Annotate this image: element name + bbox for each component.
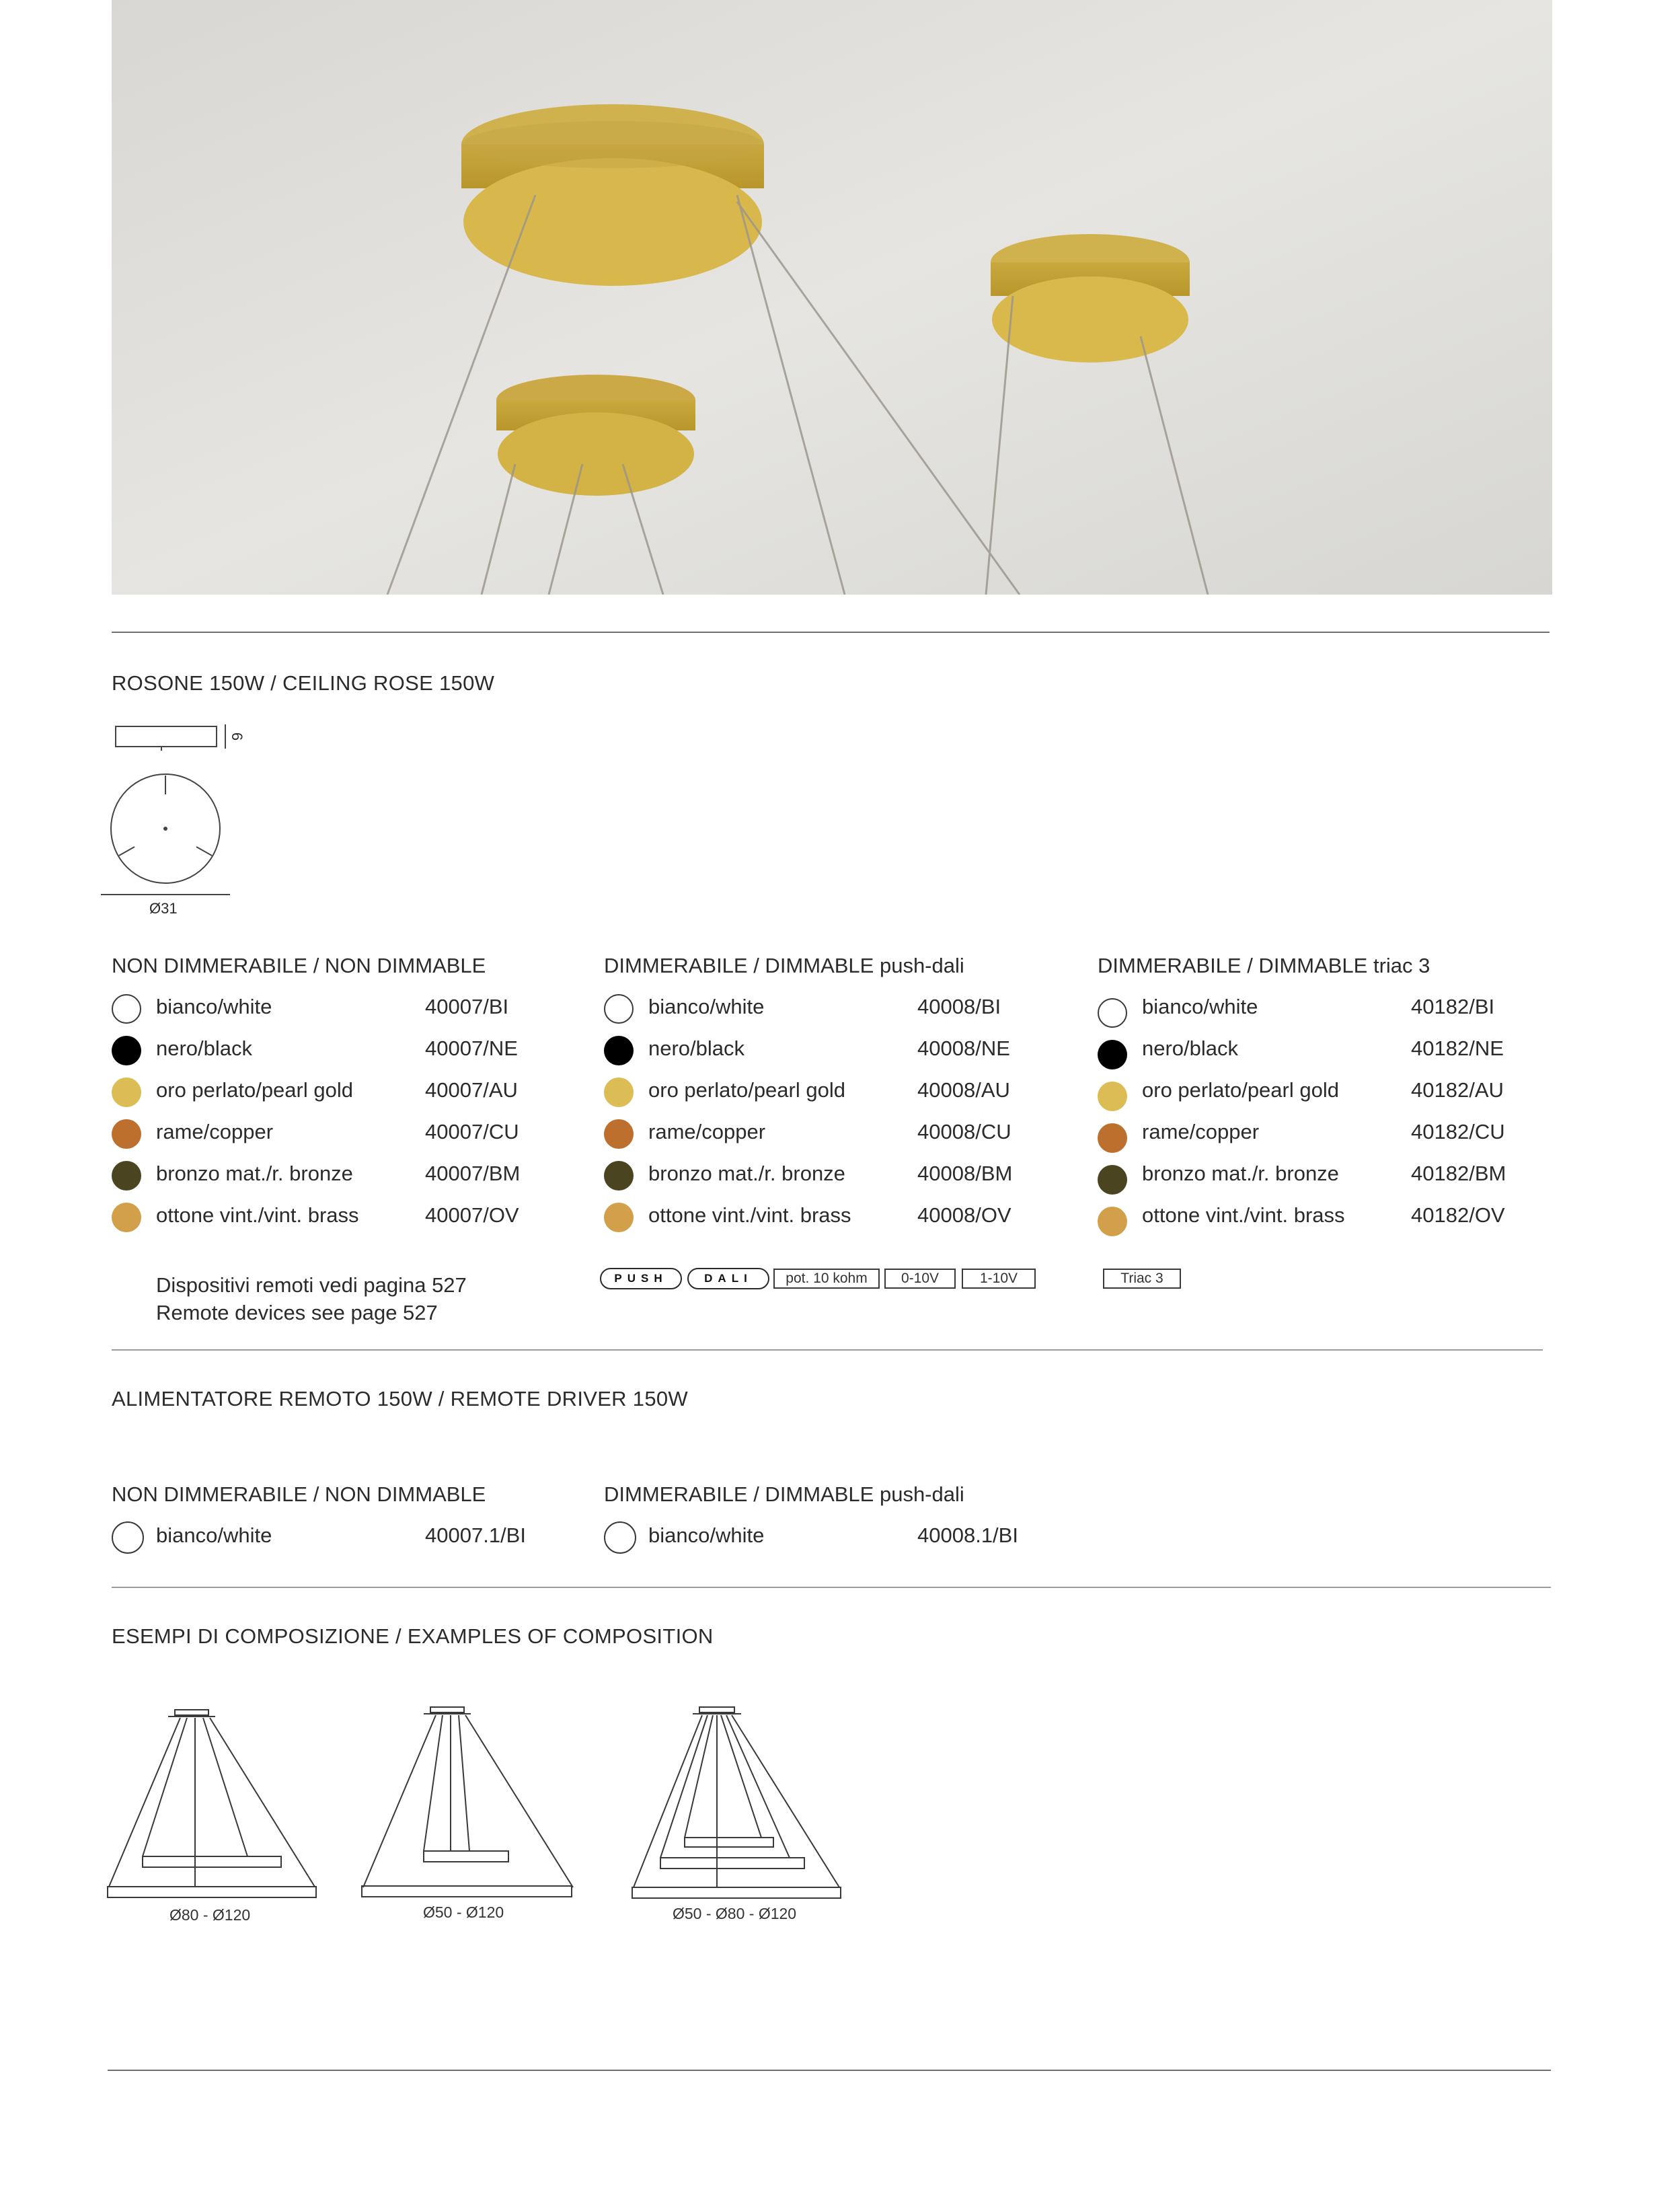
push-badge: PUSH [600,1268,682,1289]
divider [112,632,1550,633]
composition-caption: Ø50 - Ø120 [423,1903,504,1921]
variant-code: 40182/BM [1411,1162,1506,1185]
color-swatch-pearl-gold [1098,1082,1127,1111]
composition-diagram-3 [625,1706,847,1901]
variant-code: 40182/CU [1411,1120,1505,1143]
color-swatch-brass [112,1203,141,1232]
color-swatch-black [604,1036,634,1065]
variant-code: 40008/BM [917,1162,1013,1185]
composition-diagram-1 [101,1708,323,1903]
color-swatch-white [604,1521,636,1554]
variant-code: 40008/BI [917,995,1001,1018]
color-swatch-copper [1098,1123,1127,1153]
variant-label: oro perlato/pearl gold [156,1078,353,1102]
variant-code: 40007/AU [425,1078,518,1102]
variant-label: bronzo mat./r. bronze [1142,1162,1339,1185]
variant-code: 40182/NE [1411,1036,1504,1060]
color-swatch-white [112,994,141,1024]
column-heading-push-dali: DIMMERABILE / DIMMABLE push-dali [604,954,964,977]
variant-label: rame/copper [156,1120,274,1143]
driver-code: 40008.1/BI [917,1523,1018,1547]
driver-code: 40007.1/BI [425,1523,526,1547]
variant-code: 40182/AU [1411,1078,1504,1102]
pot-badge: pot. 10 kohm [773,1269,880,1289]
divider [112,1349,1543,1351]
0-10v-badge: 0-10V [884,1269,956,1289]
color-swatch-white [604,994,634,1024]
variant-code: 40008/NE [917,1036,1010,1060]
composition-caption: Ø80 - Ø120 [169,1906,251,1924]
variant-label: ottone vint./vint. brass [648,1203,851,1227]
variant-label: rame/copper [1142,1120,1260,1143]
variant-code: 40008/AU [917,1078,1010,1102]
variant-label: bianco/white [156,995,272,1018]
color-swatch-bronze [604,1161,634,1191]
variant-label: nero/black [1142,1036,1239,1060]
variant-label: nero/black [156,1036,253,1060]
note-line-it: Dispositivi remoti vedi pagina 527 [156,1273,467,1297]
variant-label: rame/copper [648,1120,766,1143]
color-swatch-black [112,1036,141,1065]
divider [112,1587,1551,1588]
color-swatch-white [1098,998,1127,1028]
remote-devices-note [156,1271,467,1326]
rose-technical-drawing [101,716,262,918]
variant-label: bianco/white [1142,995,1258,1018]
color-swatch-copper [112,1119,141,1149]
variant-code: 40008/CU [917,1120,1011,1143]
variant-code: 40182/OV [1411,1203,1505,1227]
column-heading-triac: DIMMERABILE / DIMMABLE triac 3 [1098,954,1430,977]
composition-diagram-2 [356,1706,578,1901]
dali-badge: DALI [687,1268,769,1289]
variant-code: 40007/NE [425,1036,518,1060]
note-line-en: Remote devices see page 527 [156,1301,438,1324]
color-swatch-copper [604,1119,634,1149]
color-swatch-black [1098,1040,1127,1069]
color-swatch-brass [1098,1207,1127,1236]
ceiling-rose-photo [112,0,1552,595]
variant-label: ottone vint./vint. brass [156,1203,359,1227]
driver-heading-push-dali: DIMMERABILE / DIMMABLE push-dali [604,1482,964,1506]
color-swatch-white [112,1521,144,1554]
variant-code: 40008/OV [917,1203,1011,1227]
triac-badge: Triac 3 [1103,1269,1181,1289]
driver-heading-non-dimmable: NON DIMMERABILE / NON DIMMABLE [112,1482,486,1506]
driver-section-title: ALIMENTATORE REMOTO 150W / REMOTE DRIVER 150W [112,1387,688,1410]
variant-label: oro perlato/pearl gold [648,1078,845,1102]
driver-label: bianco/white [648,1523,765,1547]
height-dimension-label: 6 [229,732,246,741]
variant-code: 40007/BI [425,995,509,1018]
variant-label: bronzo mat./r. bronze [648,1162,845,1185]
variant-label: bianco/white [648,995,765,1018]
composition-caption: Ø50 - Ø80 - Ø120 [673,1905,797,1922]
product-photo [112,0,1552,595]
color-swatch-brass [604,1203,634,1232]
driver-label: bianco/white [156,1523,272,1547]
column-heading-non-dimmable: NON DIMMERABILE / NON DIMMABLE [112,954,486,977]
1-10v-badge: 1-10V [962,1269,1036,1289]
variant-label: oro perlato/pearl gold [1142,1078,1339,1102]
variant-code: 40007/CU [425,1120,519,1143]
color-swatch-bronze [1098,1165,1127,1195]
variant-code: 40007/BM [425,1162,521,1185]
variant-label: ottone vint./vint. brass [1142,1203,1345,1227]
color-swatch-pearl-gold [112,1078,141,1107]
rose-section-title: ROSONE 150W / CEILING ROSE 150W [112,671,495,695]
divider [108,2070,1551,2071]
variant-code: 40007/OV [425,1203,519,1227]
variant-label: bronzo mat./r. bronze [156,1162,353,1185]
color-swatch-bronze [112,1161,141,1191]
variant-label: nero/black [648,1036,745,1060]
composition-section-title: ESEMPI DI COMPOSIZIONE / EXAMPLES OF COMPOSITION [112,1624,714,1648]
variant-code: 40182/BI [1411,995,1495,1018]
color-swatch-pearl-gold [604,1078,634,1107]
diameter-dimension-label: Ø31 [149,900,178,917]
